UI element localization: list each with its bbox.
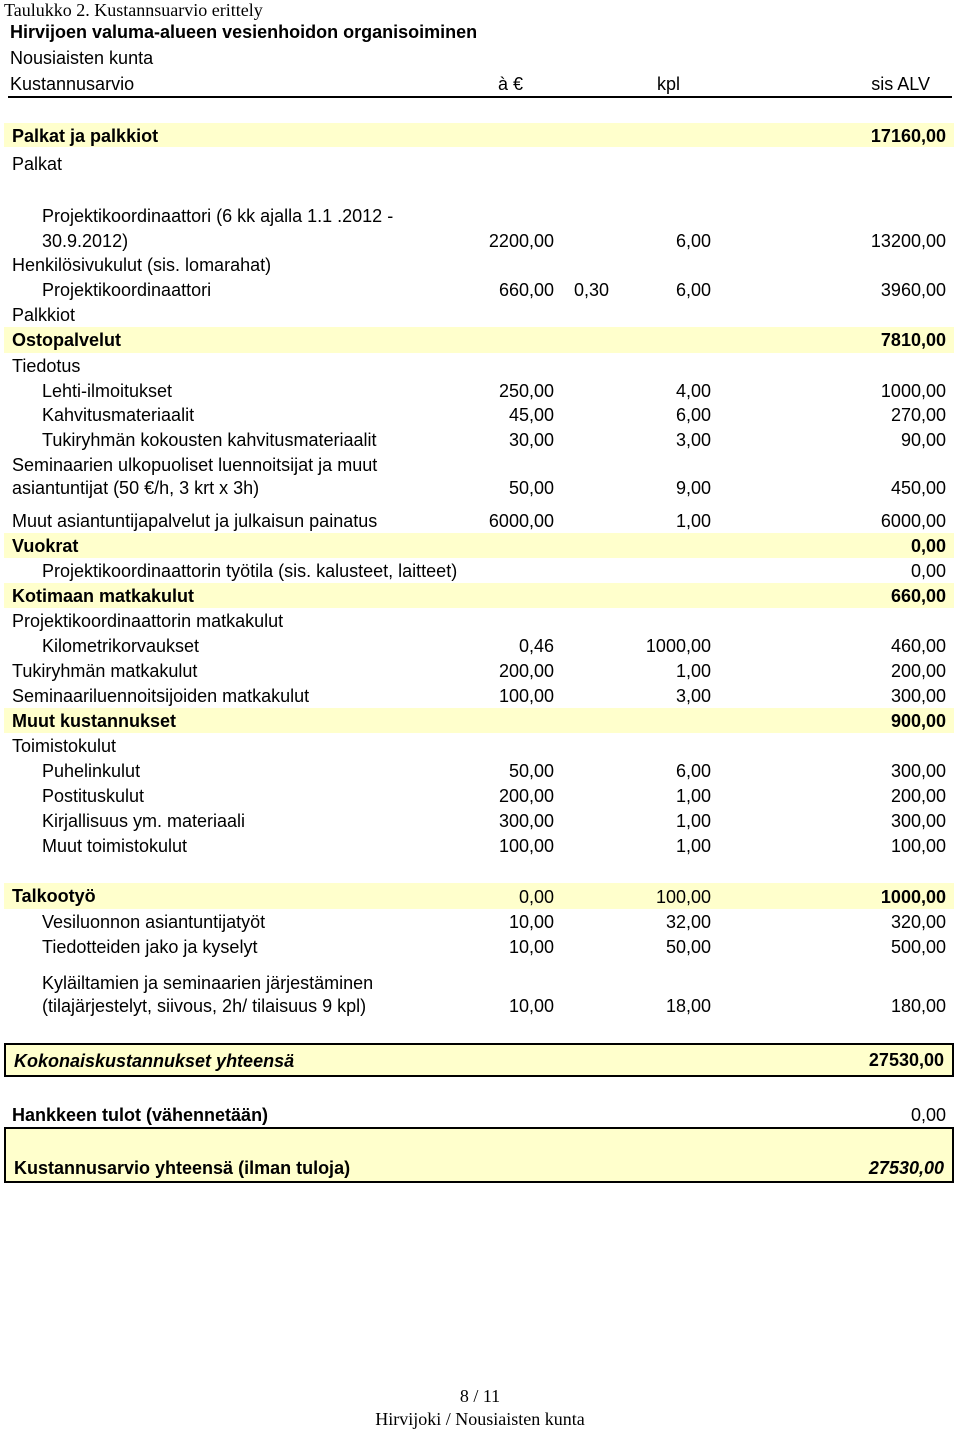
table-row	[4, 454, 954, 478]
row-label: Vesiluonnon asiantuntijatyöt	[42, 912, 266, 932]
table-header	[8, 72, 952, 98]
row-total: 1000,00	[880, 381, 946, 401]
page-number: 8 / 11	[459, 1386, 501, 1406]
table-row	[4, 936, 954, 960]
row-label: Hankkeen tulot (vähennetään)	[12, 1105, 269, 1125]
table-row	[4, 279, 954, 303]
row-total: 500,00	[890, 937, 946, 957]
row-qty: 6,00	[675, 231, 711, 251]
row-qty: 32,00	[665, 912, 711, 932]
row-total: 900,00	[890, 711, 946, 731]
row-total: 27530,00	[868, 1158, 944, 1178]
row-label: Tukiryhmän matkakulut	[12, 661, 198, 681]
row-price: 0,00	[518, 887, 554, 907]
row-label: Kotimaan matkakulut	[12, 586, 195, 606]
row-total: 300,00	[890, 686, 946, 706]
row-label: Lehti-ilmoitukset	[42, 381, 173, 401]
table-row	[4, 1104, 954, 1128]
final-total-row	[4, 1127, 954, 1183]
row-label: Kustannusarvio yhteensä (ilman tuloja)	[14, 1158, 351, 1178]
row-total: 100,00	[890, 836, 946, 856]
table-row	[4, 153, 954, 177]
row-label: Muut kustannukset	[12, 711, 177, 731]
row-label: Toimistokulut	[12, 736, 117, 756]
row-price: 250,00	[498, 381, 554, 401]
row-total: 90,00	[900, 430, 946, 450]
row-price: 200,00	[498, 661, 554, 681]
table-row	[4, 230, 954, 254]
row-total: 180,00	[890, 996, 946, 1016]
row-price: 50,00	[508, 478, 554, 498]
row-price: 0,46	[518, 636, 554, 656]
row-label: Kokonaiskustannukset yhteensä	[14, 1051, 295, 1071]
row-total: 300,00	[890, 811, 946, 831]
header-label: Kustannusarvio	[10, 74, 135, 94]
row-label: Postituskulut	[42, 786, 145, 806]
table-row	[4, 583, 954, 608]
row-price: 10,00	[508, 996, 554, 1016]
row-label: Palkkiot	[12, 305, 76, 325]
row-label: Tiedotus	[12, 356, 81, 376]
table-row	[4, 972, 954, 996]
row-label: Kilometrikorvaukset	[42, 636, 200, 656]
row-label: Muut toimistokulut	[42, 836, 188, 856]
table-row	[4, 760, 954, 784]
row-price: 100,00	[498, 836, 554, 856]
row-price: 100,00	[498, 686, 554, 706]
table-row	[4, 254, 954, 278]
table-row	[4, 708, 954, 733]
table-row	[4, 635, 954, 659]
row-total: 450,00	[890, 478, 946, 498]
row-label: Projektikoordinaattorin työtila (sis. kalusteet, laitteet)	[42, 561, 458, 581]
row-label: Seminaariluennoitsijoiden matkakulut	[12, 686, 310, 706]
table-row	[4, 355, 954, 379]
row-total: 270,00	[890, 405, 946, 425]
row-factor: 0,30	[574, 280, 610, 300]
table-row	[4, 510, 954, 534]
table-row	[4, 429, 954, 453]
row-qty: 1,00	[675, 811, 711, 831]
table-row	[4, 123, 954, 147]
row-qty: 1,00	[675, 836, 711, 856]
table-row	[4, 785, 954, 809]
row-qty: 6,00	[675, 761, 711, 781]
table-row	[4, 660, 954, 684]
row-label: Muut asiantuntijapalvelut ja julkaisun painatus	[12, 511, 378, 531]
row-total: 660,00	[890, 586, 946, 606]
header-qty: kpl	[657, 74, 681, 94]
table-row	[4, 477, 954, 501]
row-price: 2200,00	[488, 231, 554, 251]
row-qty: 1,00	[675, 661, 711, 681]
row-label: Seminaarien ulkopuoliset luennoitsijat ja muut	[12, 455, 378, 475]
table-row	[4, 610, 954, 634]
row-total: 6000,00	[880, 511, 946, 531]
row-total: 0,00	[910, 1105, 946, 1125]
row-total: 17160,00	[870, 126, 946, 146]
row-label: Palkat	[12, 154, 63, 174]
table-caption: Taulukko 2. Kustannsuarvio erittely	[4, 0, 263, 20]
row-price: 300,00	[498, 811, 554, 831]
table-row	[4, 685, 954, 709]
row-total: 0,00	[910, 561, 946, 581]
row-qty: 1,00	[675, 786, 711, 806]
row-total: 200,00	[890, 661, 946, 681]
grand-total-row	[4, 1043, 954, 1077]
row-price: 45,00	[508, 405, 554, 425]
table-row	[4, 205, 954, 229]
table-row	[4, 995, 954, 1019]
table-row	[4, 835, 954, 859]
row-label: Tukiryhmän kokousten kahvitusmateriaalit	[42, 430, 377, 450]
table-row	[4, 560, 954, 584]
row-price: 6000,00	[488, 511, 554, 531]
row-total: 0,00	[910, 536, 946, 556]
table-row	[4, 304, 954, 328]
row-total: 7810,00	[880, 330, 946, 350]
row-qty: 18,00	[665, 996, 711, 1016]
row-qty: 4,00	[675, 381, 711, 401]
row-total: 200,00	[890, 786, 946, 806]
table-row	[4, 327, 954, 353]
row-label: Ostopalvelut	[12, 330, 122, 350]
row-label: Projektikoordinaattori	[42, 280, 212, 300]
row-label: Kahvitusmateriaalit	[42, 405, 195, 425]
row-label: (tilajärjestelyt, siivous, 2h/ tilaisuus 9 kpl)	[42, 996, 367, 1016]
row-qty: 6,00	[675, 280, 711, 300]
row-label: Kirjallisuus ym. materiaali	[42, 811, 246, 831]
row-total: 300,00	[890, 761, 946, 781]
row-label: Tiedotteiden jako ja kyselyt	[42, 937, 258, 957]
row-qty: 100,00	[655, 887, 711, 907]
row-price: 30,00	[508, 430, 554, 450]
row-label: Palkat ja palkkiot	[12, 126, 159, 146]
row-price: 660,00	[498, 280, 554, 300]
row-qty: 9,00	[675, 478, 711, 498]
row-price: 50,00	[508, 761, 554, 781]
row-label: Kyläiltamien ja seminaarien järjestäminen	[42, 973, 374, 993]
header-total: sis ALV	[871, 74, 930, 94]
table-row	[4, 911, 954, 935]
row-price: 200,00	[498, 786, 554, 806]
row-label: Talkootyö	[12, 886, 96, 906]
row-qty: 1,00	[675, 511, 711, 531]
row-total: 3960,00	[880, 280, 946, 300]
row-label: Projektikoordinaattorin matkakulut	[12, 611, 284, 631]
row-price: 10,00	[508, 912, 554, 932]
row-qty: 3,00	[675, 430, 711, 450]
row-label: 30.9.2012)	[42, 231, 129, 251]
table-row	[4, 883, 954, 909]
row-qty: 3,00	[675, 686, 711, 706]
row-price: 10,00	[508, 937, 554, 957]
row-qty: 50,00	[665, 937, 711, 957]
row-total: 460,00	[890, 636, 946, 656]
table-row	[4, 735, 954, 759]
document-subtitle: Nousiaisten kunta	[10, 48, 154, 68]
row-label: asiantuntijat (50 €/h, 3 krt x 3h)	[12, 478, 260, 498]
row-qty: 1000,00	[645, 636, 711, 656]
row-total: 13200,00	[870, 231, 946, 251]
row-qty: 6,00	[675, 405, 711, 425]
header-price: à €	[498, 74, 524, 94]
row-total: 1000,00	[880, 887, 946, 907]
row-label: Puhelinkulut	[42, 761, 141, 781]
row-label: Projektikoordinaattori (6 kk ajalla 1.1 .2012 -	[42, 206, 394, 226]
table-row	[4, 380, 954, 404]
row-total: 27530,00	[868, 1050, 944, 1070]
table-row	[4, 810, 954, 834]
row-label: Henkilösivukulut (sis. lomarahat)	[12, 255, 272, 275]
document-title: Hirvijoen valuma-alueen vesienhoidon organisoiminen	[10, 22, 478, 42]
footer-text: Hirvijoki / Nousiaisten kunta	[375, 1409, 585, 1429]
row-total: 320,00	[890, 912, 946, 932]
table-row	[4, 533, 954, 558]
row-label: Vuokrat	[12, 536, 79, 556]
table-row	[4, 404, 954, 428]
